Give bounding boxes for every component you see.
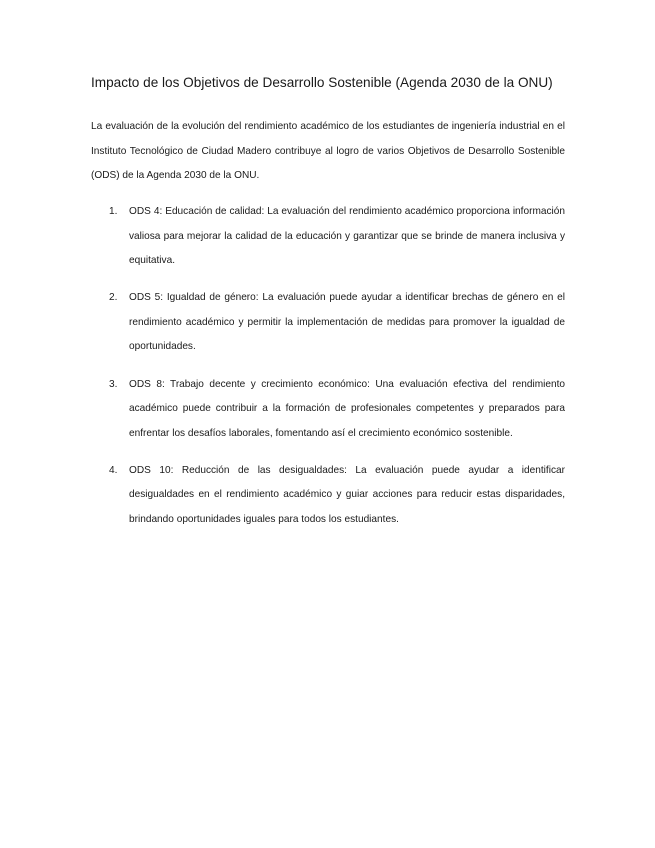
list-item-text: ODS 10: Reducción de las desigualdades: La evaluación puede ayudar a identificar desigualdades en el rendimiento académico y guiar acciones para reducir estas disparidades, brindando oportunidades iguales para todos los estudiantes. — [129, 464, 565, 526]
list-item-text: ODS 8: Trabajo decente y crecimiento económico: Una evaluación efectiva del rendimiento académico puede contribuir a la formación de profesionales competentes y preparados para enfrentar los desafíos laborales, fomentando así el crecimiento económico sostenible. — [129, 378, 565, 439]
list-item-text: ODS 5: Igualdad de género: La evaluación puede ayudar a identificar brechas de género en el rendimiento académico y permitir la implementación de medidas para promover la igualdad de oportunidades. — [129, 292, 565, 353]
list-item — [91, 373, 565, 447]
list-item-number: 4. — [109, 464, 118, 476]
list-item-number: 2. — [109, 292, 118, 304]
document-title: Impacto de los Objetivos de Desarrollo Sostenible (Agenda 2030 de la ONU) — [91, 75, 553, 90]
list-item — [91, 459, 565, 533]
intro-paragraph: La evaluación de la evolución del rendimiento académico de los estudiantes de ingeniería industrial en el Instituto Tecnológico de Ciudad Madero contribuye al logro de varios Objetivos de Desarrollo Sostenible (ODS) de la Agenda 2030 de la ONU. — [91, 121, 565, 182]
list-item — [91, 286, 565, 360]
list-item-number: 1. — [109, 206, 118, 217]
ods-list — [91, 200, 565, 545]
list-item — [91, 200, 565, 274]
list-item-text: ODS 4: Educación de calidad: La evaluación del rendimiento académico proporciona información valiosa para mejorar la calidad de la educación y garantizar que se brinde de manera inclusiva y equitativa. — [129, 206, 565, 267]
list-item-number: 3. — [109, 378, 118, 390]
